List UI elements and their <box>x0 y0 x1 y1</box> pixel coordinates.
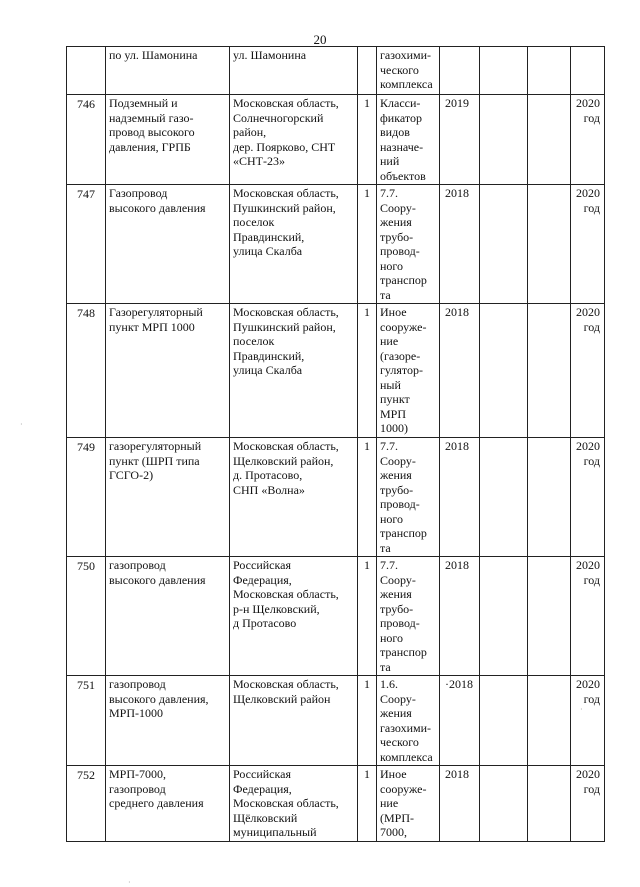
object-quantity: 1 <box>358 676 377 766</box>
table-row <box>67 304 605 438</box>
object-kind: 7.7. Соору- жения трубо- провод- ного транспор та <box>377 438 440 557</box>
object-kind: 1.6. Соору- жения газохими- ческого комплекса <box>377 676 440 766</box>
object-name: по ул. Шамонина <box>106 47 230 95</box>
object-address: Московская область, Пушкинский район, поселок Правдинский, улица Скалба <box>230 185 358 304</box>
object-year: 2018 <box>440 438 480 557</box>
scan-speck: · <box>20 420 23 429</box>
empty-cell <box>480 438 528 557</box>
object-address: Московская область, Солнечногорский район, дер. Поярково, СНТ «СНТ-23» <box>230 95 358 185</box>
deadline: 2020 год <box>571 304 605 438</box>
row-number: 747 <box>67 185 106 304</box>
table-row <box>67 676 605 766</box>
object-address: Московская область, Щелковский район, д. Протасово, СНП «Волна» <box>230 438 358 557</box>
deadline: 2020 год <box>571 557 605 676</box>
object-address: ул. Шамонина <box>230 47 358 95</box>
deadline: 2020 год <box>571 438 605 557</box>
object-address: Московская область, Пушкинский район, поселок Правдинский, улица Скалба <box>230 304 358 438</box>
object-quantity: 1 <box>358 766 377 842</box>
empty-cell <box>528 438 571 557</box>
empty-cell <box>480 47 528 95</box>
object-name: газопровод высокого давления <box>106 557 230 676</box>
empty-cell <box>480 304 528 438</box>
empty-cell <box>528 304 571 438</box>
object-quantity: 1 <box>358 438 377 557</box>
object-name: МРП-7000, газопровод среднего давления <box>106 766 230 842</box>
empty-cell <box>528 95 571 185</box>
object-name: Газорегуляторный пункт МРП 1000 <box>106 304 230 438</box>
empty-cell <box>480 557 528 676</box>
object-kind: 7.7. Соору- жения трубо- провод- ного транспор та <box>377 185 440 304</box>
empty-cell <box>480 766 528 842</box>
deadline: 2020 год <box>571 95 605 185</box>
empty-cell <box>480 95 528 185</box>
row-number: 752 <box>67 766 106 842</box>
deadline: 2020 год <box>571 185 605 304</box>
object-kind: Иное сооруже- ние (газоре- гулятор- ный пункт МРП 1000) <box>377 304 440 438</box>
object-year: 2018 <box>440 185 480 304</box>
object-year: ·2018 <box>440 676 480 766</box>
object-kind: Класси- фикатор видов назначе- ний объектов <box>377 95 440 185</box>
object-year: 2018 <box>440 557 480 676</box>
row-number <box>67 47 106 95</box>
scan-speck: · <box>128 878 131 887</box>
scan-speck: · <box>580 705 583 714</box>
object-kind: газохими- ческого комплекса <box>377 47 440 95</box>
empty-cell <box>528 185 571 304</box>
object-address: Московская область, Щелковский район <box>230 676 358 766</box>
row-number: 748 <box>67 304 106 438</box>
empty-cell <box>480 185 528 304</box>
object-kind: 7.7. Соору- жения трубо- провод- ного транспор та <box>377 557 440 676</box>
object-name: Газопровод высокого давления <box>106 185 230 304</box>
object-year <box>440 47 480 95</box>
object-name: газорегуляторный пункт (ШРП типа ГСГО-2) <box>106 438 230 557</box>
deadline: 2020 год <box>571 766 605 842</box>
deadline: 2020 год <box>571 676 605 766</box>
empty-cell <box>528 766 571 842</box>
object-quantity: 1 <box>358 185 377 304</box>
deadline <box>571 47 605 95</box>
object-quantity: 1 <box>358 304 377 438</box>
object-address: Российская Федерация, Московская область, Щёлковский муниципальный <box>230 766 358 842</box>
empty-cell <box>528 676 571 766</box>
empty-cell <box>528 47 571 95</box>
page-number: 20 <box>313 32 327 47</box>
object-year: 2018 <box>440 766 480 842</box>
object-name: Подземный и надземный газо- провод высокого давления, ГРПБ <box>106 95 230 185</box>
object-year: 2019 <box>440 95 480 185</box>
object-quantity <box>358 47 377 95</box>
row-number: 746 <box>67 95 106 185</box>
object-quantity: 1 <box>358 95 377 185</box>
row-number: 749 <box>67 438 106 557</box>
empty-cell <box>528 557 571 676</box>
table-row <box>67 185 605 304</box>
table-row <box>67 766 605 842</box>
object-year: 2018 <box>440 304 480 438</box>
table-row <box>67 47 605 95</box>
empty-cell <box>480 676 528 766</box>
object-address: Российская Федерация, Московская область, р-н Щелковский, д Протасово <box>230 557 358 676</box>
object-kind: Иное сооруже- ние (МРП- 7000, <box>377 766 440 842</box>
table-row <box>67 95 605 185</box>
object-quantity: 1 <box>358 557 377 676</box>
object-name: газопровод высокого давления, МРП-1000 <box>106 676 230 766</box>
row-number: 750 <box>67 557 106 676</box>
row-number: 751 <box>67 676 106 766</box>
table-row <box>67 438 605 557</box>
table-row <box>67 557 605 676</box>
objects-table <box>66 46 605 842</box>
